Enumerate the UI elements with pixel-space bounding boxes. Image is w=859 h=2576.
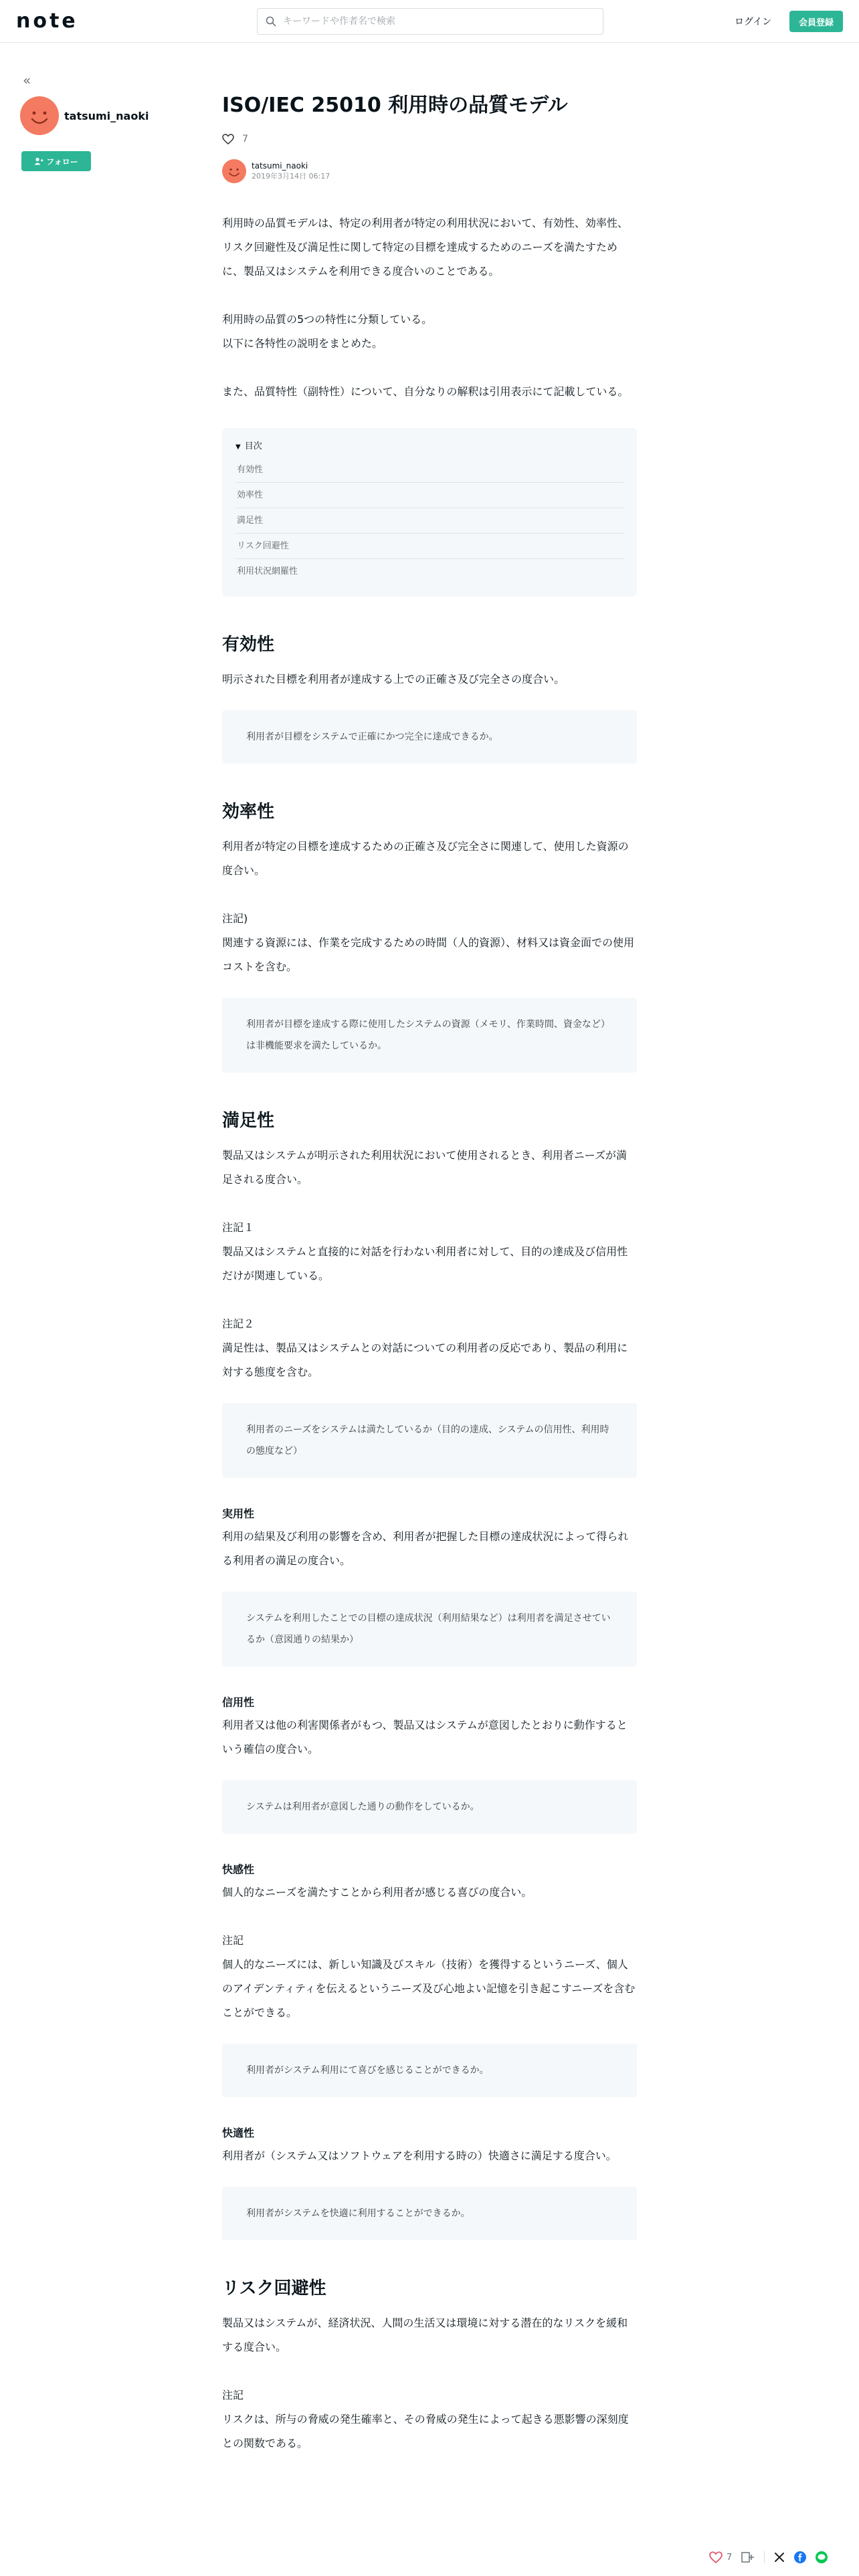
blockquote <box>222 1403 637 1478</box>
share-bar <box>709 2548 828 2567</box>
author-row <box>222 158 637 185</box>
line-share-icon[interactable] <box>816 2551 828 2563</box>
subsection-heading-usefulness: 実用性 <box>222 1507 255 1520</box>
blockquote <box>222 2187 637 2240</box>
quote-text: 利用者が目標を達成する際に使用したシステムの資源（メモリ、作業時間、資金など）は非機能要求を満たしているか。 <box>246 1019 610 1051</box>
quote-text: システムを利用したことでの目標の達成状況（利用結果など）は利用者を満足させているか（意図通りの結果か） <box>246 1613 611 1645</box>
x-share-icon[interactable] <box>774 2552 785 2563</box>
article <box>222 91 637 2456</box>
quote-text: 利用者がシステムを快適に利用することができるか。 <box>246 2208 470 2219</box>
search-icon <box>266 16 276 27</box>
note-label: 注記) <box>222 912 248 925</box>
blockquote <box>222 1780 637 1834</box>
follow-label: フォロー <box>46 156 78 167</box>
blockquote <box>222 998 637 1073</box>
heart-icon[interactable] <box>709 2551 723 2563</box>
toc-item-effectiveness[interactable]: 有効性 <box>235 457 624 483</box>
share-like-count: 7 <box>727 2552 733 2563</box>
toc-item-risk[interactable]: リスク回避性 <box>235 534 624 559</box>
author-name[interactable]: tatsumi_naoki <box>252 161 308 171</box>
search-input[interactable] <box>283 16 577 27</box>
section-text: 利用者が（システム又はソフトウェアを利用する時の）快適さに満足する度合い。 <box>222 2149 617 2162</box>
section-text: 明示された目標を利用者が達成する上での正確さ及び完全さの度合い。 <box>222 673 565 685</box>
facebook-share-icon[interactable] <box>794 2551 806 2563</box>
like-row <box>222 131 637 147</box>
subsection-heading-pleasure: 快感性 <box>222 1863 255 1876</box>
quote-text: 利用者のニーズをシステムは満たしているか（目的の達成、システムの信用性、利用時の態度など） <box>246 1424 609 1457</box>
caret-down-icon: ▼ <box>235 443 241 451</box>
section-text: 個人的なニーズを満たすことから利用者が感じる喜びの度合い。 <box>222 1886 533 1899</box>
sidebar-author-name[interactable]: tatsumi_naoki <box>64 110 149 122</box>
note-label: 注記 <box>222 1934 244 1947</box>
blockquote <box>222 2044 637 2097</box>
collapse-sidebar-icon[interactable]: « <box>23 72 31 88</box>
section-heading-satisfaction: 満足性 <box>222 1111 275 1131</box>
section-heading-risk: リスク回避性 <box>222 2278 326 2298</box>
note-text: 個人的なニーズには、新しい知識及びスキル（技術）を獲得するというニーズ、個人のアイデンティティを伝えるというニーズ及び心地よい記憶を引き起こすニーズを含むことができる。 <box>222 1958 636 2019</box>
follow-button[interactable] <box>21 151 91 171</box>
login-link[interactable]: ログイン <box>735 17 772 27</box>
note-label: 注記 <box>222 2389 244 2401</box>
toc-toggle[interactable] <box>235 436 624 457</box>
quote-text: 利用者がシステム利用にて喜びを感じることができるか。 <box>246 2065 489 2076</box>
section-text: 製品又はシステムが、経済状況、人間の生活又は環境に対する潜在的なリスクを緩和する度合い。 <box>222 2317 628 2353</box>
subsection-heading-comfort: 快適性 <box>222 2127 255 2139</box>
note-label: 注記２ <box>222 1317 255 1330</box>
like-count: 7 <box>242 134 248 144</box>
intro-paragraph: また、品質特性（副特性）について、自分なりの解釈は引用表示にて記載している。 <box>222 385 629 398</box>
intro-paragraph: 以下に各特性の説明をまとめた。 <box>222 337 383 350</box>
article-title: ISO/IEC 25010 利用時の品質モデル <box>222 94 568 117</box>
section-heading-efficiency: 効率性 <box>222 802 275 822</box>
note-text: 関連する資源には、作業を完成するための時間（人的資源）、材料又は資金面での使用コストを含む。 <box>222 936 635 973</box>
blockquote <box>222 1592 637 1667</box>
heart-icon[interactable] <box>222 134 234 144</box>
table-of-contents <box>222 428 637 597</box>
toc-item-coverage[interactable]: 利用状況網羅性 <box>237 566 298 576</box>
section-text: 製品又はシステムが明示された利用状況において使用されるとき、利用者ニーズが満足される度合い。 <box>222 1149 627 1186</box>
section-heading-effectiveness: 有効性 <box>222 635 275 655</box>
global-header <box>0 0 859 43</box>
article-body <box>222 211 637 2456</box>
post-date: 2019年3月14日 06:17 <box>252 172 330 181</box>
note-logo[interactable]: note <box>16 9 78 33</box>
note-label: 注記１ <box>222 1221 255 1234</box>
signup-button[interactable]: 会員登録 <box>789 11 843 32</box>
note-text: リスクは、所与の脅威の発生確率と、その脅威の発生によって起きる悪影響の深刻度との関数である。 <box>222 2413 629 2450</box>
section-text: 利用者又は他の利害関係者がもつ、製品又はシステムが意図したとおりに動作するという確信の度合い。 <box>222 1719 628 1755</box>
intro-paragraph: 利用時の品質モデルは、特定の利用者が特定の利用状況において、有効性、効率性、リスク回避性及び満足性に関して特定の目標を達成するためのニーズを満たすために、製品又はシステムを利用できる度合いのことである。 <box>222 217 628 278</box>
quote-text: 利用者が目標をシステムで正確にかつ完全に達成できるか。 <box>246 732 498 742</box>
section-text: 利用の結果及び利用の影響を含め、利用者が把握した目標の達成状況によって得られる利用者の満足の度合い。 <box>222 1530 629 1567</box>
author-avatar-small[interactable] <box>222 159 246 183</box>
section-text: 利用者が特定の目標を達成するための正確さ及び完全さに関連して、使用した資源の度合い。 <box>222 840 629 877</box>
subsection-heading-trust: 信用性 <box>222 1696 255 1709</box>
toc-item-satisfaction[interactable]: 満足性 <box>235 508 624 534</box>
add-user-icon <box>34 157 43 165</box>
search-box[interactable] <box>257 8 603 35</box>
intro-paragraph: 利用時の品質の5つの特性に分類している。 <box>222 313 433 326</box>
blockquote <box>222 710 637 764</box>
note-text: 製品又はシステムと直接的に対話を行わない利用者に対して、目的の達成及び信用性だけが関連している。 <box>222 1245 628 1282</box>
quote-text: システムは利用者が意図した通りの動作をしているか。 <box>246 1802 480 1812</box>
magazine-add-icon[interactable] <box>741 2551 755 2563</box>
toc-heading: 目次 <box>244 441 262 451</box>
author-avatar[interactable] <box>20 96 59 135</box>
toc-item-efficiency[interactable]: 効率性 <box>235 483 624 508</box>
note-text: 満足性は、製品又はシステムとの対話についての利用者の反応であり、製品の利用に対する態度を含む。 <box>222 1341 628 1378</box>
divider <box>764 2551 765 2563</box>
